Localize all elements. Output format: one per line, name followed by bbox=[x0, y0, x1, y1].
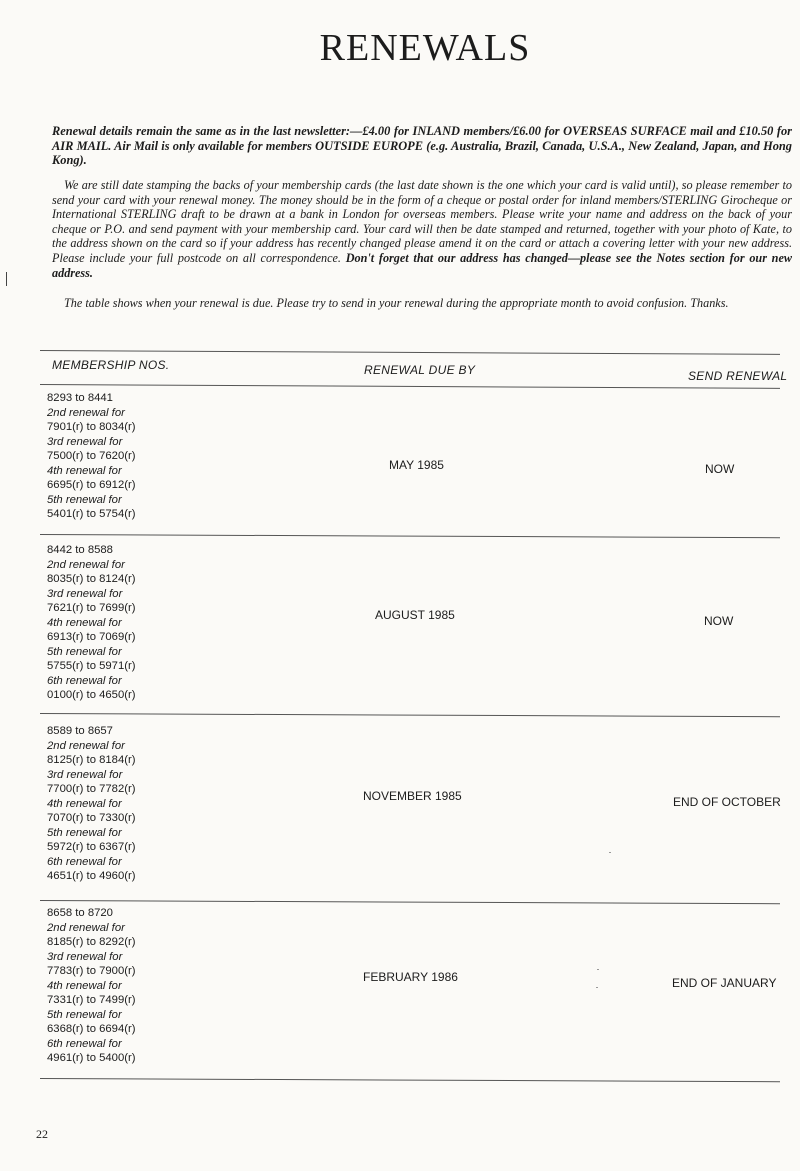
membership-range: 4961(r) to 5400(r) bbox=[47, 1052, 136, 1064]
table-intro-paragraph bbox=[52, 296, 792, 311]
renewal-label: 3rd renewal for bbox=[47, 435, 123, 448]
send-renewal-cell: END OF OCTOBER bbox=[673, 795, 781, 809]
membership-range: 0100(r) to 4650(r) bbox=[47, 689, 136, 701]
membership-range: 5401(r) to 5754(r) bbox=[47, 508, 136, 520]
renewal-label: 5th renewal for bbox=[47, 826, 122, 839]
table-top-rule bbox=[40, 350, 780, 355]
renewal-label: 5th renewal for bbox=[47, 1008, 122, 1021]
membership-range: 8035(r) to 8124(r) bbox=[47, 573, 136, 585]
print-speck bbox=[597, 969, 599, 970]
send-renewal-cell: NOW bbox=[705, 462, 735, 476]
membership-range: 8185(r) to 8292(r) bbox=[47, 936, 136, 948]
membership-nos-cell bbox=[47, 906, 136, 1066]
membership-range: 8442 to 8588 bbox=[47, 544, 113, 556]
membership-range: 7621(r) to 7699(r) bbox=[47, 602, 136, 614]
row-divider bbox=[40, 900, 780, 904]
renewal-label: 2nd renewal for bbox=[47, 739, 125, 752]
renewal-label: 5th renewal for bbox=[47, 645, 122, 658]
membership-range: 6695(r) to 6912(r) bbox=[47, 479, 136, 491]
renewal-label: 6th renewal for bbox=[47, 674, 122, 687]
membership-nos-cell bbox=[47, 391, 136, 522]
renewal-label: 4th renewal for bbox=[47, 797, 122, 810]
instructions-text: We are still date stamping the backs of your membership cards (the last date shown is the one which your card is valid until), so please remember to send your card with your renewal money. The money should be in the form of a cheque or postal order for inland members/STERLING Girocheque or International STERLING draft to be drawn at a bank in London for overseas members. Please write your name and address on the back of your cheque or P.O. and send payment with your membership card. Your card will then be date stamped and returned, together with your photo of Kate, to the address shown on the card so if your address has recently changed please amend it on the card or attach a covering letter with your new address. Please include your full postcode on all correspondence. bbox=[52, 178, 792, 265]
membership-range: 5755(r) to 5971(r) bbox=[47, 660, 136, 672]
membership-range: 8658 to 8720 bbox=[47, 907, 113, 919]
row-divider bbox=[40, 713, 780, 717]
renewal-due-cell: AUGUST 1985 bbox=[375, 608, 455, 622]
renewal-label: 5th renewal for bbox=[47, 493, 122, 506]
send-renewal-cell: END OF JANUARY bbox=[672, 976, 777, 990]
renewal-due-cell: NOVEMBER 1985 bbox=[363, 789, 462, 803]
membership-range: 6368(r) to 6694(r) bbox=[47, 1023, 136, 1035]
membership-nos-cell bbox=[47, 724, 136, 884]
membership-range: 8293 to 8441 bbox=[47, 392, 113, 404]
page-title: RENEWALS bbox=[319, 27, 531, 69]
membership-range: 4651(r) to 4960(r) bbox=[47, 870, 136, 882]
column-header-renewal-due: RENEWAL DUE BY bbox=[364, 363, 476, 377]
membership-range: 7500(r) to 7620(r) bbox=[47, 450, 136, 462]
print-speck bbox=[596, 987, 598, 988]
renewal-label: 3rd renewal for bbox=[47, 768, 123, 781]
table-intro-text: The table shows when your renewal is due. Please try to send in your renewal during the appropriate month to avoid confusion. Thanks. bbox=[64, 296, 729, 310]
membership-range: 7331(r) to 7499(r) bbox=[47, 994, 136, 1006]
instructions-paragraph bbox=[52, 178, 792, 280]
send-renewal-cell: NOW bbox=[704, 614, 734, 628]
renewal-due-cell: MAY 1985 bbox=[389, 458, 444, 472]
renewal-label: 2nd renewal for bbox=[47, 406, 125, 419]
renewal-label: 4th renewal for bbox=[47, 979, 122, 992]
column-header-membership-nos: MEMBERSHIP NOS. bbox=[52, 358, 170, 372]
margin-mark bbox=[6, 272, 7, 286]
renewal-label: 6th renewal for bbox=[47, 855, 122, 868]
renewal-label: 4th renewal for bbox=[47, 616, 122, 629]
header-bottom-rule bbox=[40, 384, 780, 389]
membership-range: 5972(r) to 6367(r) bbox=[47, 841, 136, 853]
renewal-label: 2nd renewal for bbox=[47, 921, 125, 934]
renewal-label: 3rd renewal for bbox=[47, 950, 123, 963]
membership-range: 7783(r) to 7900(r) bbox=[47, 965, 136, 977]
column-header-send-renewal: SEND RENEWAL bbox=[688, 369, 788, 383]
renewal-fees-paragraph: Renewal details remain the same as in the last newsletter:—£4.00 for INLAND members/£6.00 for OVERSEAS SURFACE mail and £10.50 for AIR MAIL. Air Mail is only available for members OUTSIDE EUROPE (e.g. Australia, Brazil, Canada, U.S.A., New Zealand, Japan, and Hong Kong). bbox=[52, 124, 792, 168]
address-change-notice: Don't forget that our address has changed—please see the Notes section for our new address. bbox=[52, 250, 792, 280]
renewal-label: 6th renewal for bbox=[47, 1037, 122, 1050]
membership-range: 7901(r) to 8034(r) bbox=[47, 421, 136, 433]
table-bottom-rule bbox=[40, 1078, 780, 1082]
membership-nos-cell bbox=[47, 543, 136, 703]
membership-range: 8125(r) to 8184(r) bbox=[47, 754, 136, 766]
membership-range: 8589 to 8657 bbox=[47, 725, 113, 737]
print-speck bbox=[609, 852, 611, 853]
renewal-due-cell: FEBRUARY 1986 bbox=[363, 970, 458, 984]
renewal-label: 3rd renewal for bbox=[47, 587, 123, 600]
membership-range: 7700(r) to 7782(r) bbox=[47, 783, 136, 795]
page-number: 22 bbox=[36, 1127, 48, 1141]
row-divider bbox=[40, 534, 780, 538]
renewal-label: 4th renewal for bbox=[47, 464, 122, 477]
membership-range: 6913(r) to 7069(r) bbox=[47, 631, 136, 643]
membership-range: 7070(r) to 7330(r) bbox=[47, 812, 136, 824]
renewal-label: 2nd renewal for bbox=[47, 558, 125, 571]
